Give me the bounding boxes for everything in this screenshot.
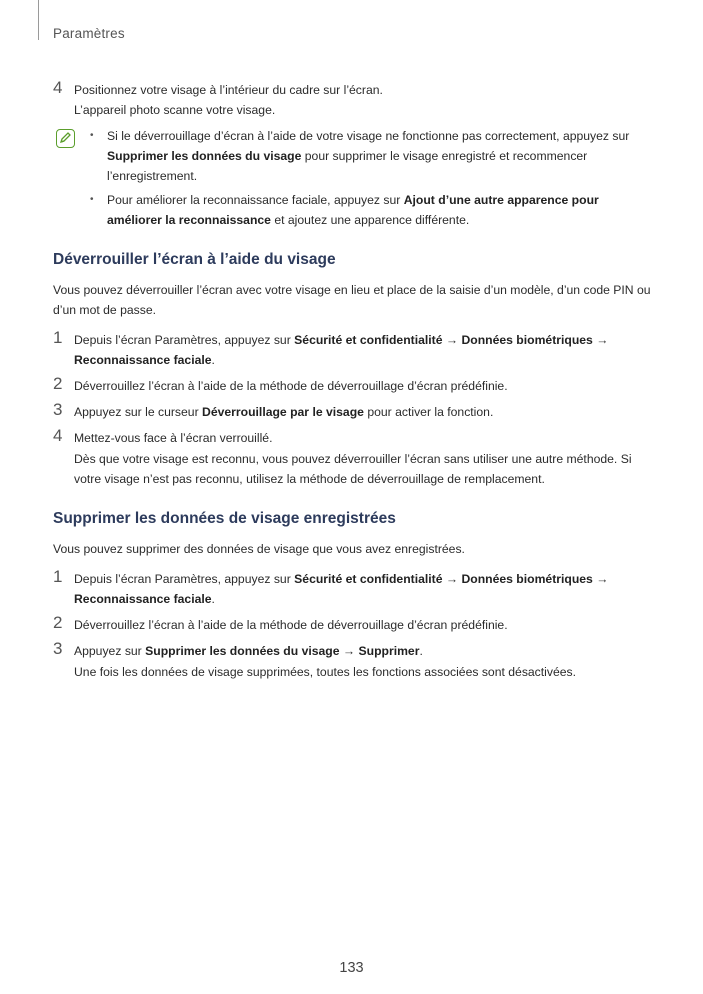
step-text: Mettez-vous face à l’écran verrouillé. bbox=[74, 431, 273, 445]
note-pencil-icon bbox=[56, 129, 75, 148]
step-3-toggle-face-unlock bbox=[53, 402, 653, 422]
note-text: Pour améliorer la reconnaissance faciale, appuyez sur Ajout d’une autre apparence pour améliorer la reconnaissance et ajoutez une apparence différente. bbox=[107, 193, 599, 227]
step-subtext: Dès que votre visage est reconnu, vous pouvez déverrouiller l’écran sans utiliser une autre méthode. Si votre visage n’est pas reconnu, utilisez la méthode de déverrouillage de remplacement. bbox=[74, 452, 632, 486]
step-number: 1 bbox=[53, 567, 63, 586]
bullet: • bbox=[90, 130, 94, 141]
step-1-settings-path bbox=[53, 330, 653, 370]
section-intro: Vous pouvez déverrouiller l’écran avec votre visage en lieu et place de la saisie d’un modèle, d’un code PIN ou d’un mot de passe. bbox=[53, 283, 651, 317]
page-header-title: Paramètres bbox=[53, 26, 125, 41]
step-2-unlock-screen bbox=[53, 615, 653, 635]
step-4-face-locked-screen bbox=[53, 428, 653, 489]
bullet: • bbox=[90, 194, 94, 205]
step-1-settings-path bbox=[53, 569, 653, 609]
step-2-unlock-screen bbox=[53, 376, 653, 396]
page-number: 133 bbox=[339, 960, 364, 976]
step-3-delete-face-data bbox=[53, 641, 653, 682]
step-number: 2 bbox=[53, 613, 63, 632]
page-content bbox=[53, 80, 653, 688]
step-text: Appuyez sur Supprimer les données du visage → Supprimer. bbox=[74, 644, 423, 658]
step-number: 3 bbox=[53, 400, 63, 419]
note-item bbox=[90, 126, 653, 186]
step-number: 1 bbox=[53, 328, 63, 347]
section-heading-delete-face-data: Supprimer les données de visage enregistrées bbox=[53, 510, 396, 527]
step-subtext: L’appareil photo scanne votre visage. bbox=[74, 103, 276, 117]
step-number: 4 bbox=[53, 426, 63, 445]
step-text: Déverrouillez l’écran à l’aide de la méthode de déverrouillage d’écran prédéfinie. bbox=[74, 618, 508, 632]
section-intro: Vous pouvez supprimer des données de visage que vous avez enregistrées. bbox=[53, 542, 465, 556]
step-4-position-face bbox=[53, 80, 653, 120]
section-heading-unlock-face: Déverrouiller l’écran à l’aide du visage bbox=[53, 251, 336, 268]
step-number: 2 bbox=[53, 374, 63, 393]
step-text: Depuis l’écran Paramètres, appuyez sur Sécurité et confidentialité → Données biométriques → Reconnaissance faciale. bbox=[74, 572, 609, 606]
step-text: Positionnez votre visage à l’intérieur du cadre sur l’écran. bbox=[74, 83, 383, 97]
header-divider bbox=[38, 0, 39, 40]
step-subtext: Une fois les données de visage supprimées, toutes les fonctions associées sont désactivées. bbox=[74, 665, 577, 679]
notes-block bbox=[53, 126, 653, 230]
step-number: 4 bbox=[53, 78, 63, 97]
step-number: 3 bbox=[53, 639, 63, 658]
step-text: Appuyez sur le curseur Déverrouillage par le visage pour activer la fonction. bbox=[74, 405, 494, 419]
note-item bbox=[90, 190, 653, 230]
step-text: Depuis l’écran Paramètres, appuyez sur Sécurité et confidentialité → Données biométriques → Reconnaissance faciale. bbox=[74, 333, 609, 367]
note-text: Si le déverrouillage d’écran à l’aide de votre visage ne fonctionne pas correctement, appuyez sur Supprimer les données du visage pour supprimer le visage enregistré et recommencer l’enregistrement. bbox=[107, 129, 630, 183]
step-text: Déverrouillez l’écran à l’aide de la méthode de déverrouillage d’écran prédéfinie. bbox=[74, 379, 508, 393]
